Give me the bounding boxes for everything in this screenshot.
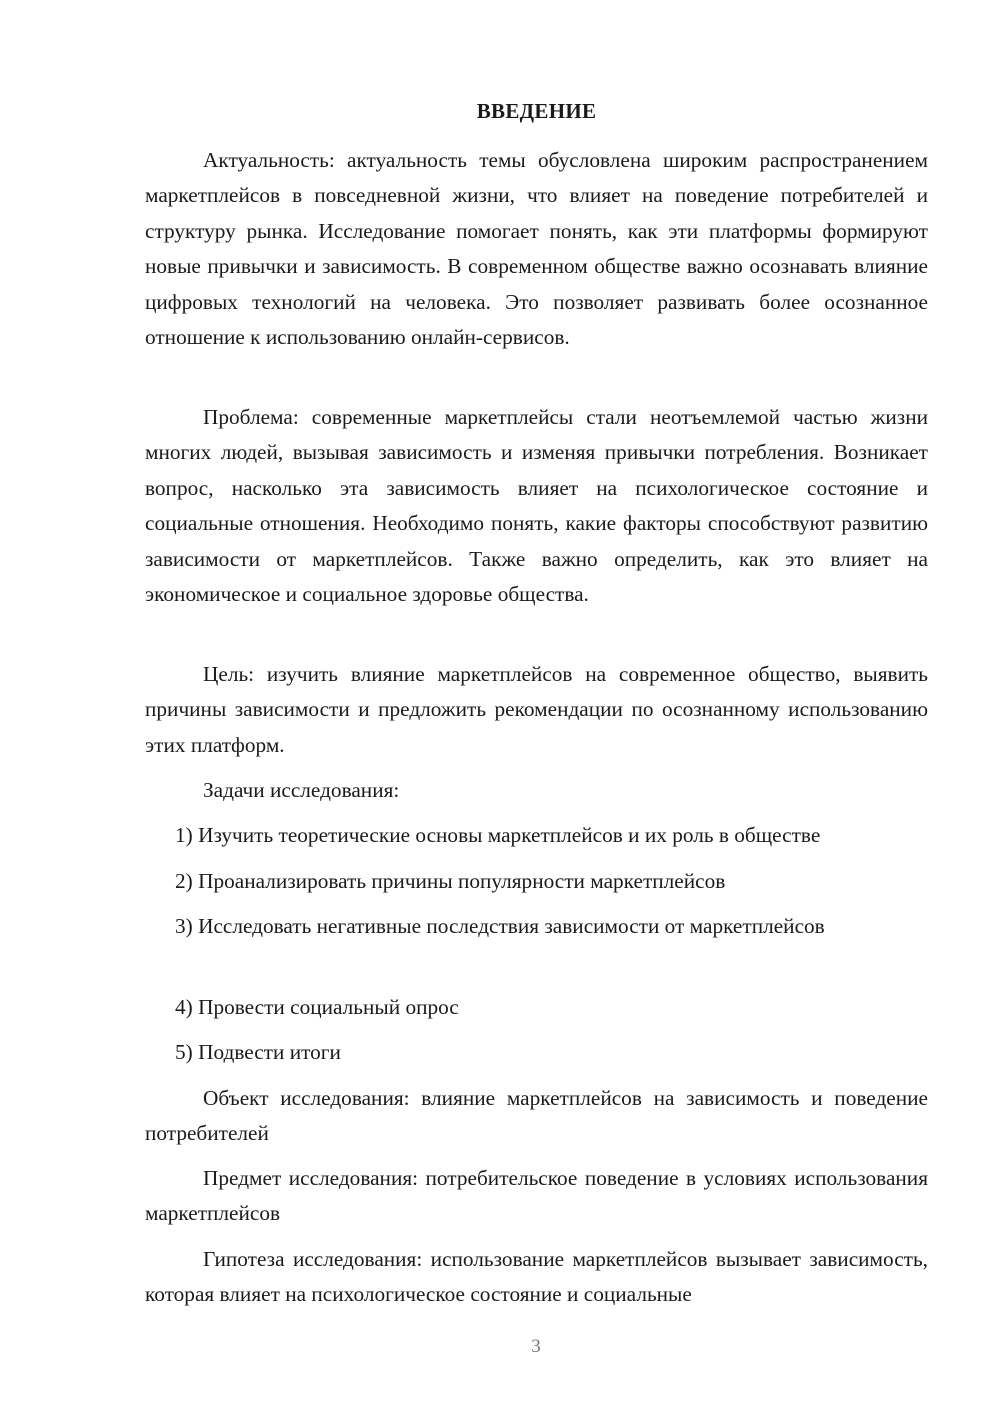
paragraph-goal: Цель: изучить влияние маркетплейсов на современное общество, выявить причины зависимости и предложить рекомендации по осознанному использованию этих платформ.: [145, 662, 928, 757]
section-title: ВВЕДЕНИЕ: [476, 99, 597, 123]
paragraph-subject: Предмет исследования: потребительское поведение в условиях использования маркетплейсов: [145, 1166, 928, 1226]
task-item-1: 1) Изучить теоретические основы маркетплейсов и их роль в обществе: [175, 823, 821, 847]
paragraph-tasks-heading: Задачи исследования:: [203, 778, 400, 802]
paragraph-problem: Проблема: современные маркетплейсы стали неотъемлемой частью жизни многих людей, вызывая зависимость и изменяя привычки потребления. Возникает вопрос, насколько эта зависимость влияет на психологическое состояние и социальные отношения. Необходимо понять, какие факторы способствуют развитию зависимости от маркетплейсов. Также важно определить, как это влияет на экономическое и социальное здоровье общества.: [145, 405, 928, 607]
task-item-2: 2) Проанализировать причины популярности маркетплейсов: [175, 869, 726, 893]
task-item-4: 4) Провести социальный опрос: [175, 995, 459, 1019]
page-number: 3: [531, 1336, 541, 1357]
task-item-5: 5) Подвести итоги: [175, 1040, 341, 1064]
paragraph-hypothesis: Гипотеза исследования: использование маркетплейсов вызывает зависимость, которая влияет на психологическое состояние и социальные: [145, 1247, 928, 1307]
task-item-3: 3) Исследовать негативные последствия зависимости от маркетплейсов: [175, 914, 825, 938]
paragraph-object: Объект исследования: влияние маркетплейсов на зависимость и поведение потребителей: [145, 1086, 928, 1146]
paragraph-relevance: Актуальность: актуальность темы обусловлена широким распространением маркетплейсов в повседневной жизни, что влияет на поведение потребителей и структуру рынка. Исследование помогает понять, как эти платформы формируют новые привычки и зависимость. В современном обществе важно осознавать влияние цифровых технологий на человека. Это позволяет развивать более осознанное отношение к использованию онлайн-сервисов.: [145, 148, 928, 350]
